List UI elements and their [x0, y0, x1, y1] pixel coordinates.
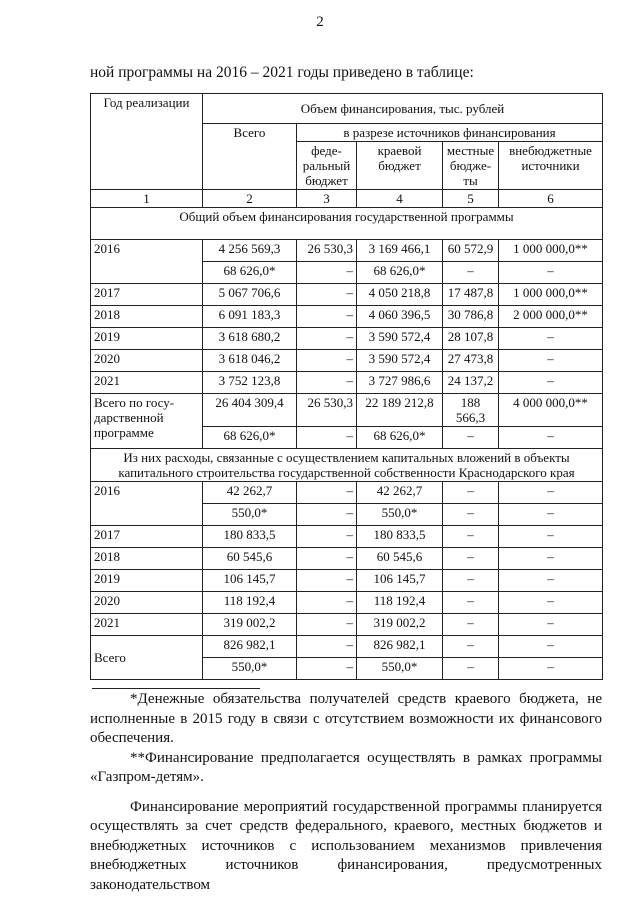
section-title: Из них расходы, связанные с осуществлением капитальных вложений в объекты капитального строительства государственной собственности Краснодарского края	[91, 449, 603, 482]
total-label-cell: Всего	[91, 636, 203, 680]
reg-cell: 319 002,2	[357, 614, 443, 636]
total-cell: 3 618 046,2	[203, 350, 297, 372]
loc-cell: –	[443, 548, 499, 570]
total-cell: 42 262,7	[203, 482, 297, 504]
reg-cell: 3 590 572,4	[357, 328, 443, 350]
intro-text: ной программы на 2016 – 2021 годы приведено в таблице:	[90, 64, 474, 81]
colnum: 5	[443, 190, 499, 208]
total-cell: 68 626,0*	[203, 262, 297, 284]
fed-cell: –	[297, 548, 357, 570]
table-row	[91, 526, 603, 548]
ext-cell: 1 000 000,0**	[499, 284, 603, 306]
fed-cell: –	[297, 570, 357, 592]
paragraph: Финансирование мероприятий государственной программы планируется осуществлять за счет средств федерального, краевого, местных бюджетов и внебюджетных источников с использованием механизмов привлечения внебюджетных источников финансирования, предусмотренных законодательством	[90, 798, 602, 893]
total-cell: 68 626,0*	[203, 427, 297, 449]
loc-cell: –	[443, 614, 499, 636]
year-cell: 2016	[91, 240, 203, 284]
reg-cell: 22 189 212,8	[357, 394, 443, 427]
fed-cell: –	[297, 504, 357, 526]
loc-cell: –	[443, 658, 499, 680]
header-year: Год реализации	[91, 94, 203, 190]
year-cell: 2020	[91, 592, 203, 614]
fed-cell: –	[297, 658, 357, 680]
total-row	[91, 394, 603, 427]
reg-cell: 3 727 986,6	[357, 372, 443, 394]
fed-cell: –	[297, 592, 357, 614]
year-cell: 2018	[91, 548, 203, 570]
reg-cell: 4 050 218,8	[357, 284, 443, 306]
reg-cell: 118 192,4	[357, 592, 443, 614]
fed-cell: –	[297, 328, 357, 350]
reg-cell: 3 169 466,1	[357, 240, 443, 262]
header-sources: в разрезе источников финансирования	[297, 124, 603, 142]
fed-cell: –	[297, 262, 357, 284]
year-cell: 2021	[91, 372, 203, 394]
colnum: 3	[297, 190, 357, 208]
ext-cell: 2 000 000,0**	[499, 306, 603, 328]
loc-cell: 17 487,8	[443, 284, 499, 306]
section-title: Общий объем финансирования государственной программы	[91, 208, 603, 240]
footnote-2: **Финансирование предполагается осуществлять в рамках программы «Газпром-детям».	[90, 749, 602, 785]
fed-cell: –	[297, 350, 357, 372]
total-cell: 4 256 569,3	[203, 240, 297, 262]
total-cell: 3 752 123,8	[203, 372, 297, 394]
total-cell: 26 404 309,4	[203, 394, 297, 427]
year-cell: 2021	[91, 614, 203, 636]
loc-cell: 24 137,2	[443, 372, 499, 394]
year-cell: 2016	[91, 482, 203, 526]
page-number: 2	[316, 14, 324, 30]
table-row	[91, 548, 603, 570]
fed-cell: –	[297, 284, 357, 306]
loc-cell: –	[443, 570, 499, 592]
table-row	[91, 350, 603, 372]
ext-cell: 1 000 000,0**	[499, 240, 603, 262]
year-cell: 2019	[91, 570, 203, 592]
table-row	[91, 284, 603, 306]
loc-cell: –	[443, 526, 499, 548]
year-cell: 2020	[91, 350, 203, 372]
fed-cell: –	[297, 306, 357, 328]
table-row	[91, 372, 603, 394]
year-cell: 2017	[91, 284, 203, 306]
ext-cell: –	[499, 350, 603, 372]
header-local: местные бюдже-ты	[443, 142, 499, 190]
fed-cell: –	[297, 427, 357, 449]
reg-cell: 4 060 396,5	[357, 306, 443, 328]
header-total: Всего	[203, 124, 297, 190]
header-federal: феде-ральный бюджет	[297, 142, 357, 190]
reg-cell: 42 262,7	[357, 482, 443, 504]
loc-cell: 60 572,9	[443, 240, 499, 262]
table-row	[91, 614, 603, 636]
total-cell: 3 618 680,2	[203, 328, 297, 350]
reg-cell: 550,0*	[357, 658, 443, 680]
total-cell: 826 982,1	[203, 636, 297, 658]
fed-cell: –	[297, 636, 357, 658]
colnum: 2	[203, 190, 297, 208]
loc-cell: 30 786,8	[443, 306, 499, 328]
loc-cell: –	[443, 592, 499, 614]
total-cell: 6 091 183,3	[203, 306, 297, 328]
ext-cell: 4 000 000,0**	[499, 394, 603, 427]
table-row	[91, 240, 603, 262]
colnum: 4	[357, 190, 443, 208]
reg-cell: 180 833,5	[357, 526, 443, 548]
ext-cell: –	[499, 262, 603, 284]
fed-cell: 26 530,3	[297, 394, 357, 427]
table-row	[91, 328, 603, 350]
footnote-1: *Денежные обязательства получателей средств краевого бюджета, не исполненные в 2015 году в связи с отсутствием возможности их финансового обеспечения.	[90, 691, 602, 746]
header-extra: внебюджетные источники	[499, 142, 603, 190]
fed-cell: –	[297, 614, 357, 636]
loc-cell: 28 107,8	[443, 328, 499, 350]
year-cell: 2018	[91, 306, 203, 328]
loc-cell: –	[443, 262, 499, 284]
loc-cell: –	[443, 427, 499, 449]
loc-cell: 188 566,3	[443, 394, 499, 427]
colnum: 1	[91, 190, 203, 208]
header-regional: краевой бюджет	[357, 142, 443, 190]
ext-cell: –	[499, 427, 603, 449]
ext-cell: –	[499, 658, 603, 680]
total-cell: 60 545,6	[203, 548, 297, 570]
ext-cell: –	[499, 636, 603, 658]
reg-cell: 68 626,0*	[357, 262, 443, 284]
reg-cell: 60 545,6	[357, 548, 443, 570]
table-row	[91, 592, 603, 614]
loc-cell: –	[443, 482, 499, 504]
fed-cell: –	[297, 372, 357, 394]
ext-cell: –	[499, 570, 603, 592]
reg-cell: 3 590 572,4	[357, 350, 443, 372]
total-cell: 319 002,2	[203, 614, 297, 636]
ext-cell: –	[499, 526, 603, 548]
loc-cell: –	[443, 504, 499, 526]
loc-cell: 27 473,8	[443, 350, 499, 372]
total-label-cell: Всего по госу-дарственной программе	[91, 394, 203, 449]
total-row	[91, 636, 603, 658]
financing-table	[90, 93, 603, 680]
ext-cell: –	[499, 592, 603, 614]
ext-cell: –	[499, 548, 603, 570]
year-cell: 2019	[91, 328, 203, 350]
table-row	[91, 306, 603, 328]
total-cell: 550,0*	[203, 504, 297, 526]
header-volume: Объем финансирования, тыс. рублей	[203, 94, 603, 124]
fed-cell: –	[297, 526, 357, 548]
table-row	[91, 570, 603, 592]
total-cell: 180 833,5	[203, 526, 297, 548]
loc-cell: –	[443, 636, 499, 658]
colnum: 6	[499, 190, 603, 208]
fed-cell: –	[297, 482, 357, 504]
total-cell: 118 192,4	[203, 592, 297, 614]
ext-cell: –	[499, 328, 603, 350]
ext-cell: –	[499, 614, 603, 636]
total-cell: 106 145,7	[203, 570, 297, 592]
table-row	[91, 482, 603, 504]
ext-cell: –	[499, 372, 603, 394]
reg-cell: 826 982,1	[357, 636, 443, 658]
reg-cell: 106 145,7	[357, 570, 443, 592]
total-cell: 5 067 706,6	[203, 284, 297, 306]
ext-cell: –	[499, 482, 603, 504]
reg-cell: 550,0*	[357, 504, 443, 526]
year-cell: 2017	[91, 526, 203, 548]
notes	[90, 688, 602, 895]
ext-cell: –	[499, 504, 603, 526]
total-cell: 550,0*	[203, 658, 297, 680]
fed-cell: 26 530,3	[297, 240, 357, 262]
reg-cell: 68 626,0*	[357, 427, 443, 449]
